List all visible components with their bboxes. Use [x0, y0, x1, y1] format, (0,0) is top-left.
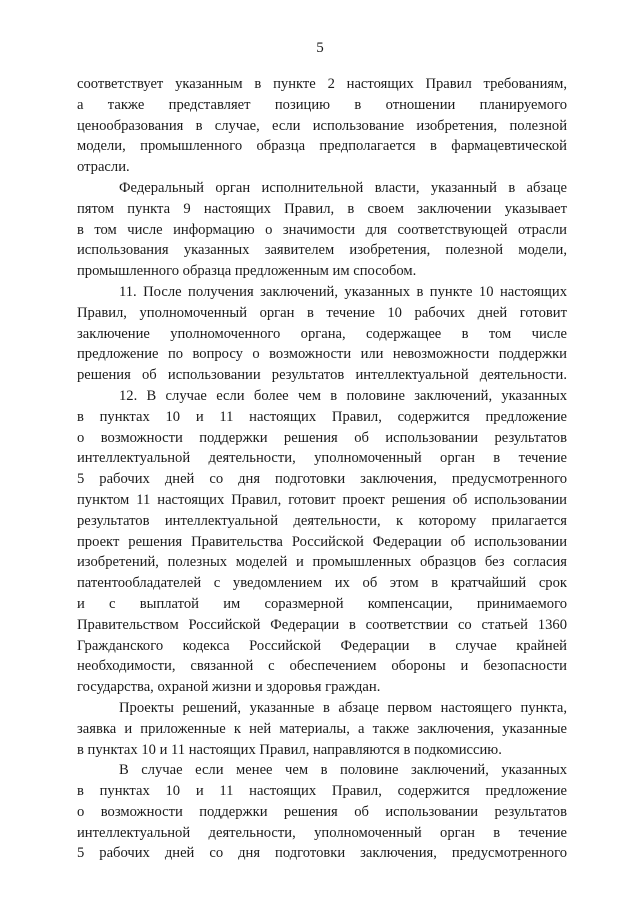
paragraph: [77, 698, 567, 760]
page-number: 5: [316, 40, 324, 56]
text-line: 12. В случае если более чем в половине заключений, указанных: [119, 387, 567, 404]
text-line: 11. После получения заключений, указанных в пункте 10 настоящих: [119, 283, 567, 300]
text-line: Проекты решений, указанные в абзаце первом настоящего пункта,: [119, 699, 567, 716]
text-line: заявка и приложенные к ней материалы, а также заключения, указанные: [77, 720, 567, 737]
text-line: интеллектуальной деятельности, уполномоченный орган в течение: [77, 450, 567, 467]
text-line: необходимости, связанной с обеспечением обороны и безопасности: [77, 658, 567, 675]
text-line: использования указанных заявителем изобретения, полезной модели,: [77, 242, 567, 259]
text-line: Правительством Российской Федерации в соответствии со статьей 1360: [77, 616, 567, 633]
text-line: 5 рабочих дней со дня подготовки заключения, предусмотренного: [77, 471, 567, 488]
text-line: промышленного образца предложенным им способом.: [77, 263, 417, 280]
paragraph: [77, 178, 567, 282]
text-line: в пунктах 10 и 11 настоящих Правил, содержится предложение: [77, 408, 567, 425]
text-line: Гражданского кодекса Российской Федерации в случае крайней: [77, 637, 567, 654]
text-line: 5 рабочих дней со дня подготовки заключения, предусмотренного: [77, 845, 567, 862]
text-line: Федеральный орган исполнительной власти, указанный в абзаце: [119, 179, 567, 196]
text-line: пунктом 11 настоящих Правил, готовит проект решения об использовании: [77, 491, 567, 508]
text-line: в пунктах 10 и 11 настоящих Правил, направляются в подкомиссию.: [77, 741, 502, 758]
text-line: Правил, уполномоченный орган в течение 10 рабочих дней готовит: [77, 304, 567, 321]
text-line: и с выплатой им соразмерной компенсации, принимаемого: [77, 595, 567, 612]
text-line: В случае если менее чем в половине заключений, указанных: [119, 762, 567, 779]
text-line: государства, охраной жизни и здоровья граждан.: [77, 679, 381, 696]
text-line: патентообладателей с уведомлением их об этом в кратчайший срок: [77, 575, 567, 592]
text-line: о возможности поддержки решения об использовании результатов: [77, 429, 567, 446]
text-line: интеллектуальной деятельности, уполномоченный орган в течение: [77, 824, 567, 841]
document-body: [77, 74, 567, 864]
text-line: заключение уполномоченного органа, содержащее в том числе: [77, 325, 567, 342]
text-line: отрасли.: [77, 159, 130, 176]
text-line: пятом пункта 9 настоящих Правил, в своем заключении указывает: [77, 200, 567, 217]
text-line: о возможности поддержки решения об использовании результатов: [77, 803, 567, 820]
paragraph: [77, 760, 567, 864]
text-line: проект решения Правительства Российской Федерации об использовании: [77, 533, 567, 550]
paragraph: [77, 386, 567, 698]
text-line: соответствует указанным в пункте 2 настоящих Правил требованиям,: [77, 76, 567, 92]
text-line: решения об использовании результатов интеллектуальной деятельности.: [77, 367, 567, 384]
text-line: в том числе информацию о значимости для соответствующей отрасли: [77, 221, 567, 238]
text-line: в пунктах 10 и 11 настоящих Правил, содержится предложение: [77, 783, 567, 800]
text-line: изобретений, полезных моделей и промышленных образцов без согласия: [77, 554, 567, 571]
text-line: модели, промышленного образца предполагается в фармацевтической: [77, 138, 567, 155]
text-line: а также представляет позицию в отношении планируемого: [77, 96, 567, 113]
paragraph: [77, 282, 567, 386]
text-line: предложение по вопросу о возможности или невозможности поддержки: [77, 346, 567, 363]
text-line: ценообразования в случае, если использование изобретения, полезной: [77, 117, 567, 134]
text-line: результатов интеллектуальной деятельности, к которому прилагается: [77, 512, 567, 529]
paragraph: [77, 74, 567, 178]
